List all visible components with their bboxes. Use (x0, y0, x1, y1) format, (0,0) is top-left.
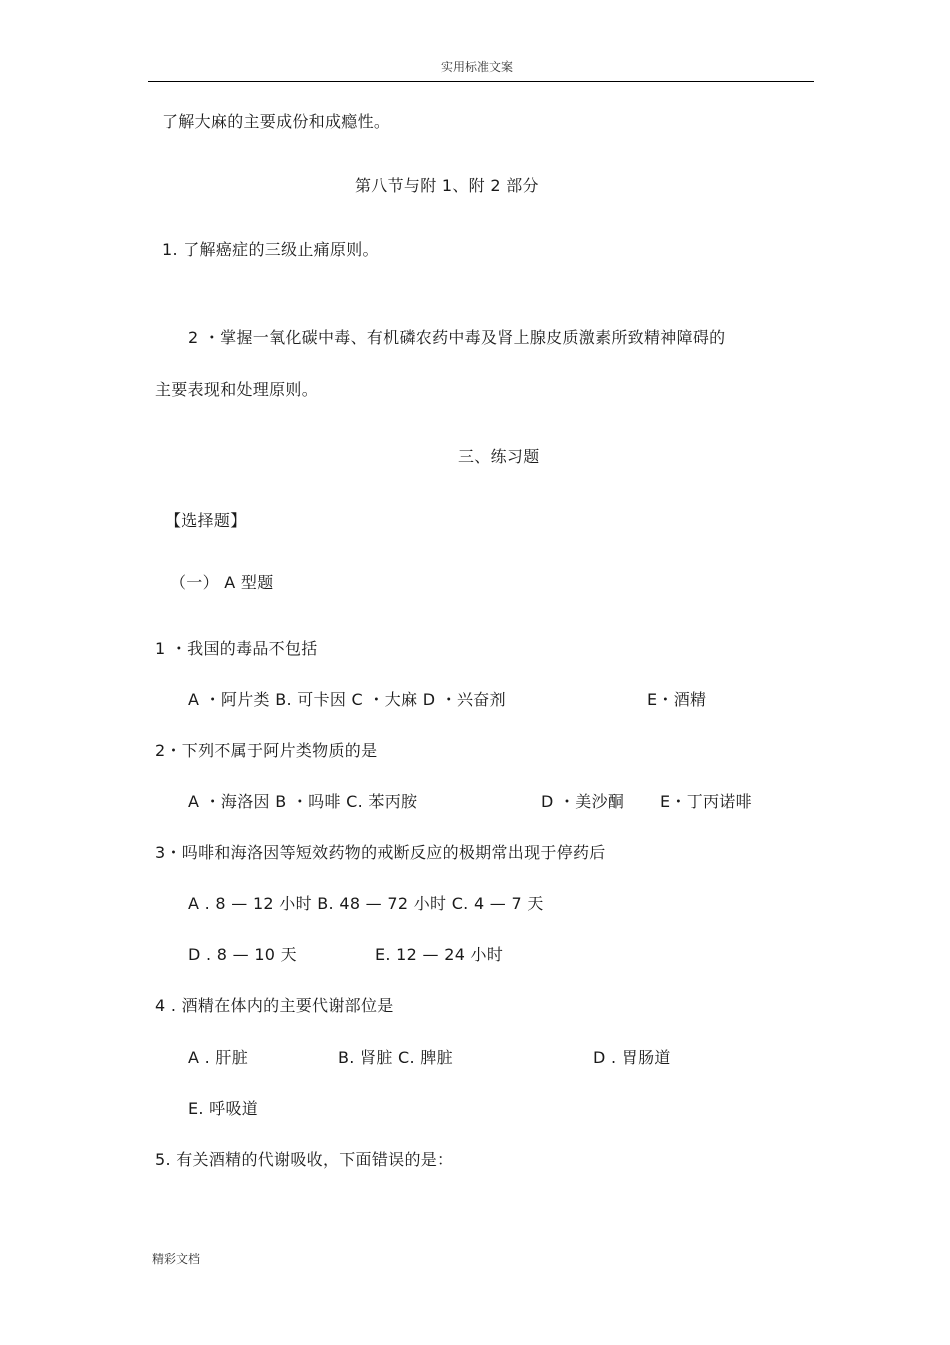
question-stem: 2・下列不属于阿片类物质的是 (155, 741, 378, 760)
question-options: D . 胃肠道 (593, 1048, 671, 1067)
section-heading: 三、练习题 (458, 447, 540, 466)
question-stem: 4 . 酒精在体内的主要代谢部位是 (155, 996, 394, 1015)
header-rule (148, 81, 814, 82)
question-options: D ・美沙酮 (541, 792, 625, 811)
subsection-heading: （一） A 型题 (170, 573, 274, 592)
question-options: A ・阿片类 B. 可卡因 C ・大麻 D ・兴奋剂 (188, 690, 506, 709)
text-line: 主要表现和处理原则。 (155, 380, 319, 399)
question-stem: 3・吗啡和海洛因等短效药物的戒断反应的极期常出现于停药后 (155, 843, 606, 862)
section-heading: 第八节与附 1、附 2 部分 (355, 176, 539, 195)
page-header-title: 实用标准文案 (441, 60, 514, 74)
text-line: 2 ・掌握一氧化碳中毒、有机磷农药中毒及肾上腺皮质激素所致精神障碍的 (188, 328, 726, 347)
question-options: E・丁丙诺啡 (660, 792, 752, 811)
question-options: A . 肝脏 (188, 1048, 249, 1067)
question-options: A ・海洛因 B ・吗啡 C. 苯丙胺 (188, 792, 418, 811)
question-options: E. 呼吸道 (188, 1099, 259, 1118)
question-options: E. 12 — 24 小时 (375, 945, 504, 964)
question-options: B. 肾脏 C. 脾脏 (338, 1048, 453, 1067)
question-stem: 5. 有关酒精的代谢吸收，下面错误的是： (155, 1150, 454, 1169)
question-options: E・酒精 (647, 690, 707, 709)
question-options: A . 8 — 12 小时 B. 48 — 72 小时 C. 4 — 7 天 (188, 894, 544, 913)
subsection-heading: 【选择题】 (165, 511, 247, 530)
question-options: D . 8 — 10 天 (188, 945, 297, 964)
text-line: 1. 了解癌症的三级止痛原则。 (162, 240, 379, 259)
page-footer: 精彩文档 (152, 1252, 201, 1266)
question-stem: 1 ・我国的毒品不包括 (155, 639, 318, 658)
text-line: 了解大麻的主要成份和成瘾性。 (162, 112, 391, 131)
